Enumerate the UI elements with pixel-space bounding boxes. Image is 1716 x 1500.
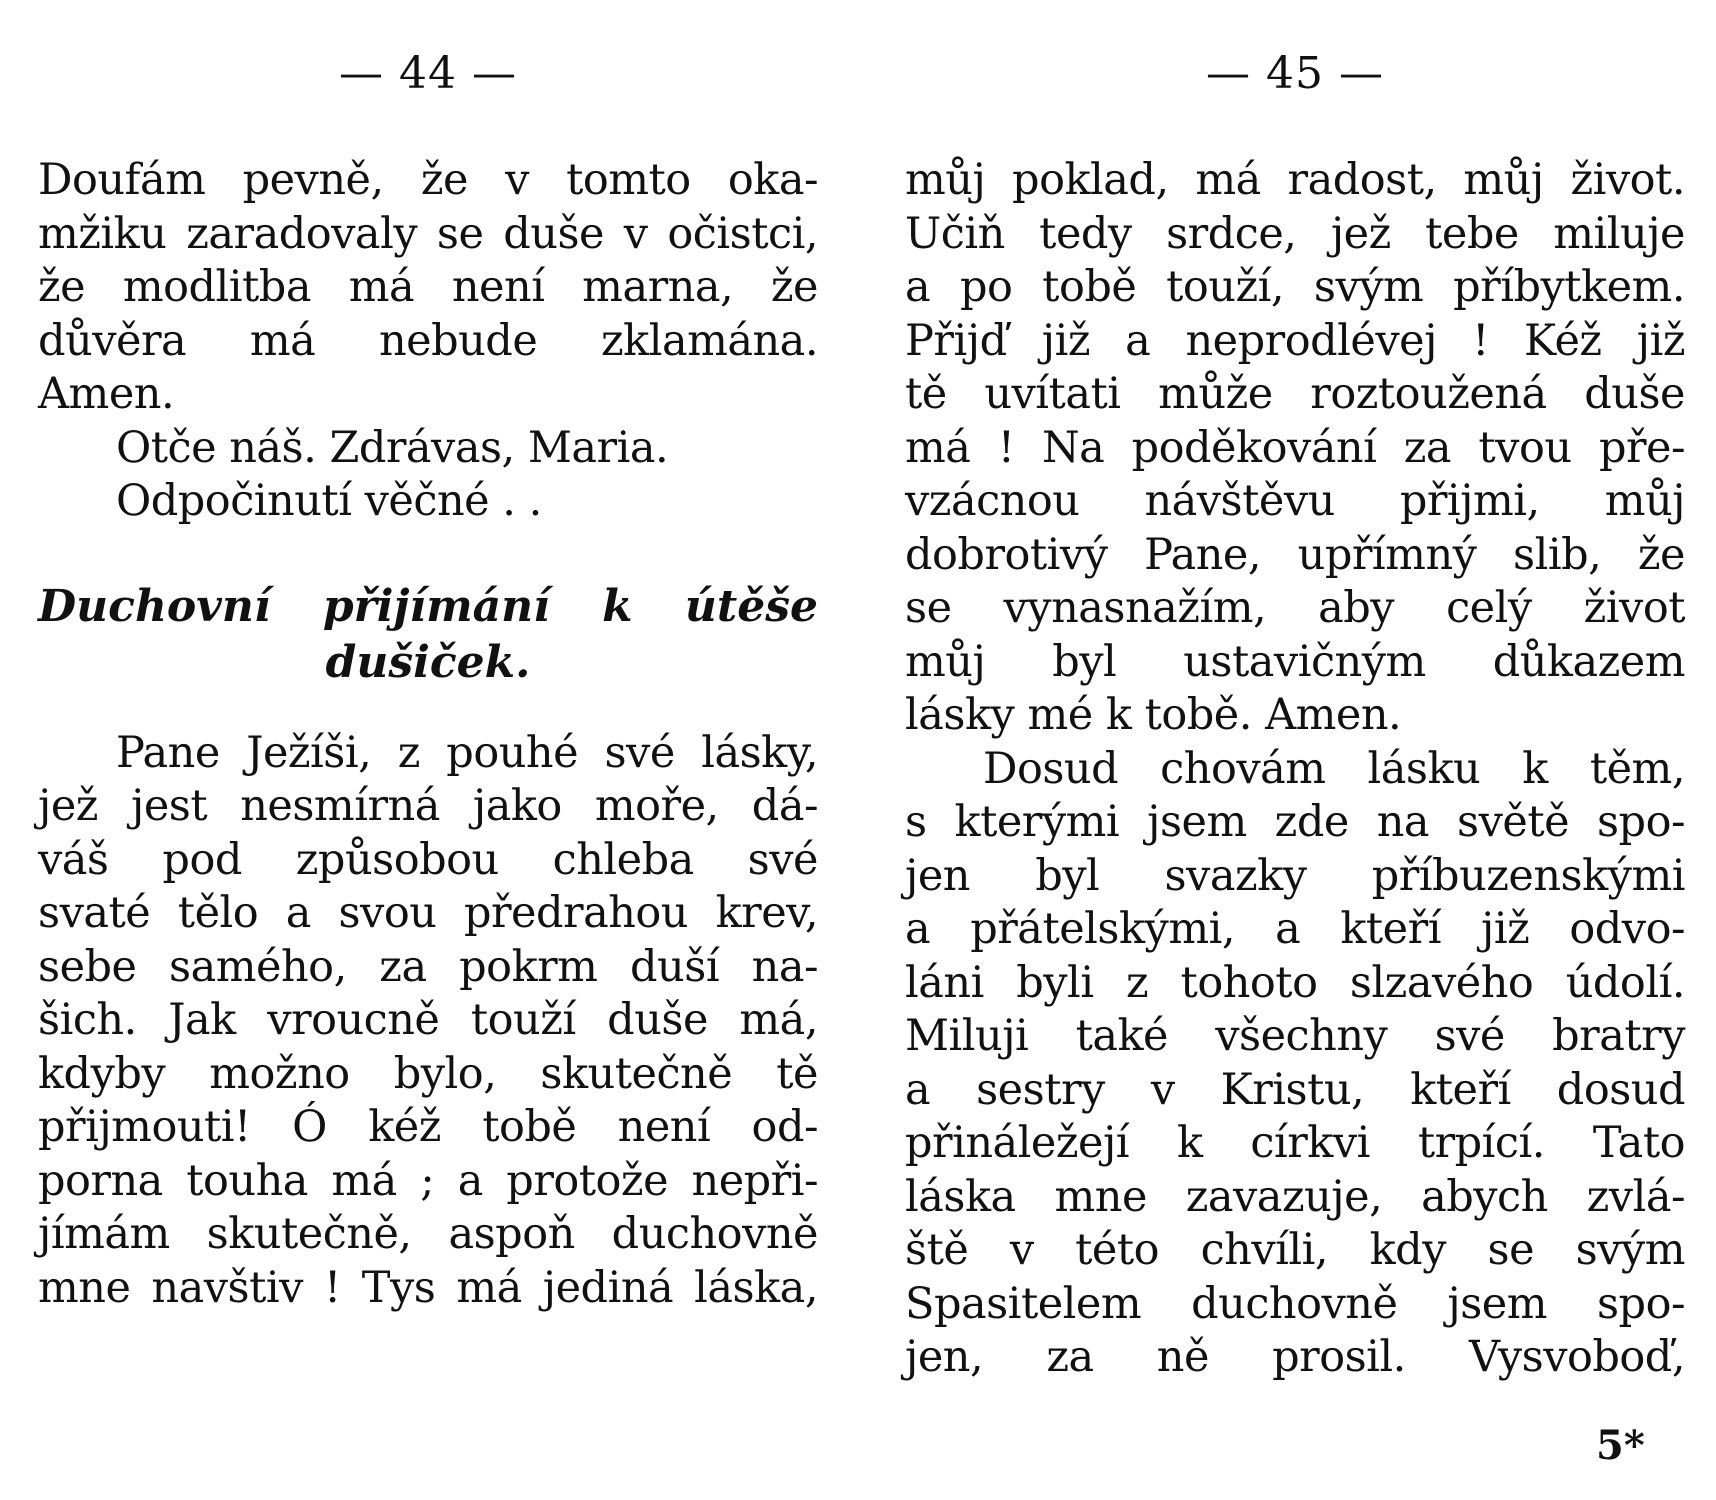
right-paragraph-2 (905, 743, 1685, 1385)
text-line: lásky mé k tobě. Amen. (905, 690, 1402, 740)
text-line: porna touha má ; a protože nepři- (38, 1155, 818, 1206)
section-heading: Duchovní přijímání k útěše (38, 580, 818, 632)
text-line: můj byl ustavičným důkazem (905, 636, 1685, 687)
left-page (38, 0, 818, 1315)
text-line: jen byl svazky příbuzenskými (905, 850, 1685, 901)
text-line: přináležejí k církvi trpící. Tato (905, 1118, 1685, 1168)
section-heading-continued: dušiček. (325, 636, 531, 688)
text-line: kdyby možno bylo, skutečně tě (38, 1048, 818, 1099)
text-line: Pane Ježíši, z pouhé své lásky, (116, 727, 818, 778)
text-line: jímám skutečně, aspoň duchovně (38, 1209, 818, 1259)
text-line: mne navštiv ! Tys má jediná láska, (38, 1262, 818, 1313)
text-line: šich. Jak vroucně touží duše má, (38, 995, 818, 1045)
text-line: má ! Na poděkování za tvou pře- (905, 422, 1685, 473)
text-line: můj poklad, má radost, můj život. (905, 155, 1685, 205)
text-line: svaté tělo a svou předrahou krev, (38, 888, 818, 938)
text-line: a po tobě touží, svým příbytkem. (905, 262, 1685, 312)
text-line: láni byli z tohoto slzavého údolí. (905, 957, 1685, 1008)
text-line: se vynasnažím, aby celý život (905, 583, 1685, 633)
right-page (905, 0, 1685, 1385)
signature-mark: 5* (1596, 1422, 1645, 1469)
page-number-left: — 44 — (339, 48, 517, 99)
text-line: sebe samého, za pokrm duší na- (38, 941, 818, 992)
text-line: že modlitba má není marna, že (38, 262, 818, 312)
text-line: váš pod způsobou chleba své (38, 834, 818, 885)
text-line: dobrotivý Pane, upřímný slib, že (905, 529, 1685, 580)
page-number-right: — 45 — (1206, 48, 1384, 99)
text-line: jen, za ně prosil. Vysvoboď, (905, 1332, 1685, 1382)
text-line: přijmouti! Ó kéž tobě není od- (38, 1102, 818, 1152)
text-line: jež jest nesmírná jako moře, dá- (38, 781, 818, 831)
text-line: Přijď již a neprodlévej ! Kéž již (905, 315, 1685, 366)
text-line: Amen. (38, 369, 175, 419)
text-line: mžiku zaradovaly se duše v očistci, (38, 208, 818, 259)
text-line: Dosud chovám lásku k těm, (983, 743, 1685, 794)
text-line: a sestry v Kristu, kteří dosud (905, 1064, 1685, 1115)
left-paragraph-1 (38, 154, 818, 422)
text-line: a přátelskými, a kteří již odvo- (905, 904, 1685, 954)
text-line: láska mne zavazuje, abych zvlá- (905, 1171, 1685, 1222)
text-line: s kterými jsem zde na světě spo- (905, 797, 1685, 847)
text-line: Doufám pevně, že v tomto oka- (38, 155, 818, 205)
text-line: Učiň tedy srdce, jež tebe miluje (905, 208, 1685, 259)
text-line: důvěra má nebude zklamána. (38, 315, 818, 366)
text-line: tě uvítati může roztoužená duše (905, 369, 1685, 419)
text-line: Miluji také všechny své bratry (905, 1011, 1685, 1061)
left-paragraph-2 (38, 727, 818, 1316)
text-line: Spasitelem duchovně jsem spo- (905, 1278, 1685, 1329)
text-line: vzácnou návštěvu přijmi, můj (905, 476, 1685, 526)
text-line: ště v této chvíli, kdy se svým (905, 1225, 1685, 1275)
prayer-line: Odpočinutí věčné . . (116, 476, 542, 526)
prayer-line: Otče náš. Zdrávas, Maria. (116, 422, 669, 473)
right-paragraph-1 (905, 154, 1685, 743)
